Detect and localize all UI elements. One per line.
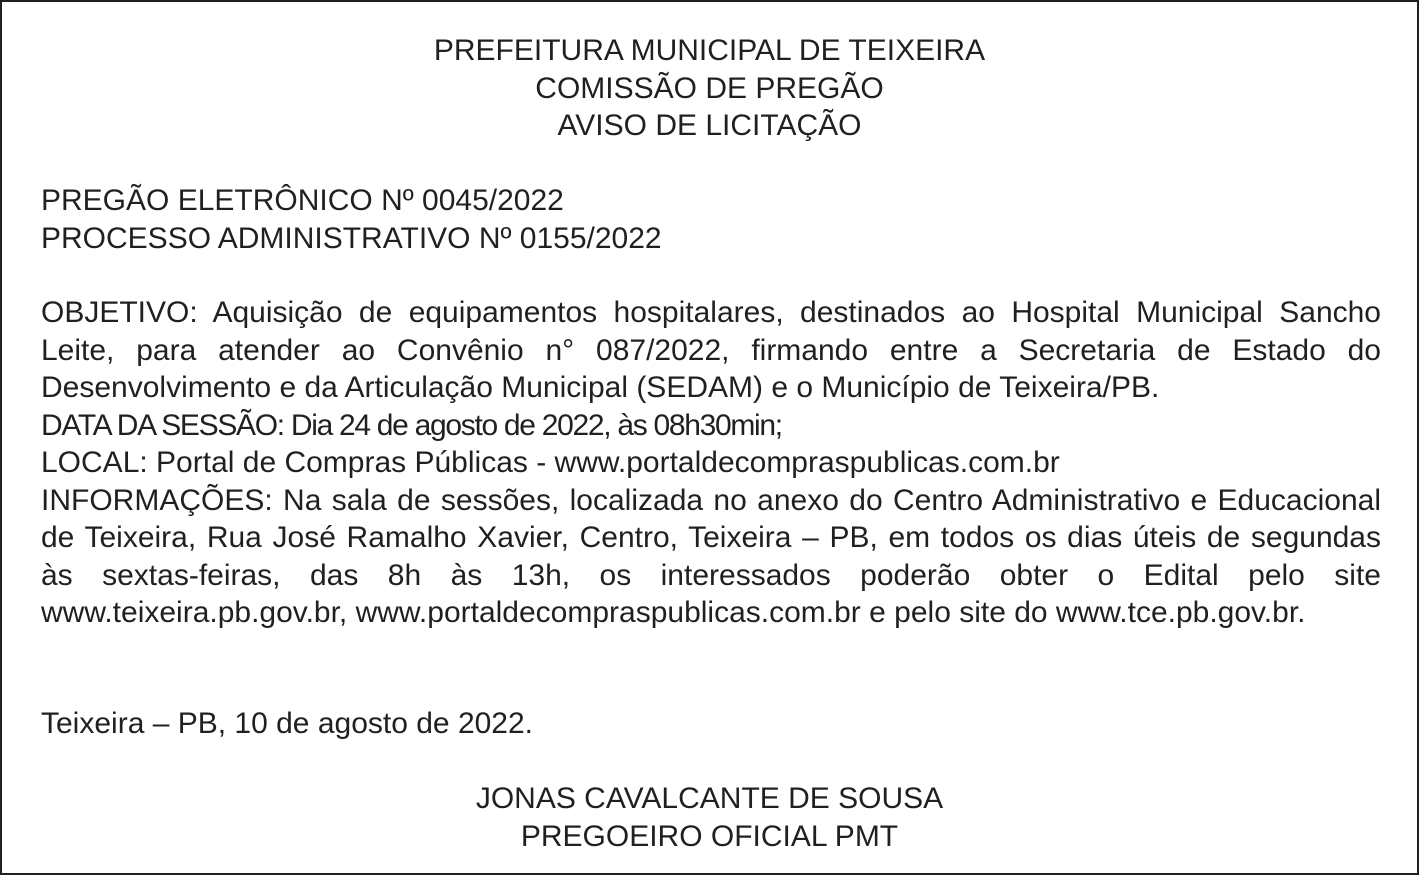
notice-title: AVISO DE LICITAÇÃO bbox=[557, 109, 862, 142]
notice-body bbox=[41, 294, 1381, 632]
signatory-title: PREGOEIRO OFICIAL PMT bbox=[520, 819, 899, 853]
place-and-date: Teixeira – PB, 10 de agosto de 2022. bbox=[41, 707, 534, 740]
notice-identifiers bbox=[41, 182, 1381, 257]
auction-number: PREGÃO ELETRÔNICO Nº 0045/2022 bbox=[41, 184, 564, 217]
municipality-title: PREFEITURA MUNICIPAL DE TEIXEIRA bbox=[433, 34, 986, 67]
notice-header bbox=[2, 32, 1417, 145]
signatory-name: JONAS CAVALCANTE DE SOUSA bbox=[475, 782, 944, 815]
commission-title: COMISSÃO DE PREGÃO bbox=[535, 71, 884, 105]
session-date: DATA DA SESSÃO: Dia 24 de agosto de 2022, às 08h30min; bbox=[41, 408, 782, 442]
auction-location: LOCAL: Portal de Compras Públicas - www.portaldecompraspublicas.com.br bbox=[41, 446, 1060, 479]
information-paragraph: INFORMAÇÕES: Na sala de sessões, localizada no anexo do Centro Administrativo e Educacional de Teixeira, Rua José Ramalho Xavier, Centro, Teixeira – PB, em todos os dias úteis de segundas às sextas-feiras, das 8h às 13h, os interessados poderão obter o Edital pelo site www.teixeira.pb.gov.br, www.portaldecompraspublicas.com.br e pelo site do www.tce.pb.gov.br. bbox=[41, 483, 1381, 629]
objective-paragraph: OBJETIVO: Aquisição de equipamentos hospitalares, destinados ao Hospital Municipal Sancho Leite, para atender ao Convênio n° 087/2022, firmando entre a Secretaria de Estado do Desenvolvimento e da Articulação Municipal (SEDAM) e o Município de Teixeira/PB. bbox=[41, 296, 1381, 404]
process-number: PROCESSO ADMINISTRATIVO Nº 0155/2022 bbox=[41, 221, 662, 255]
signature-block bbox=[2, 780, 1417, 855]
